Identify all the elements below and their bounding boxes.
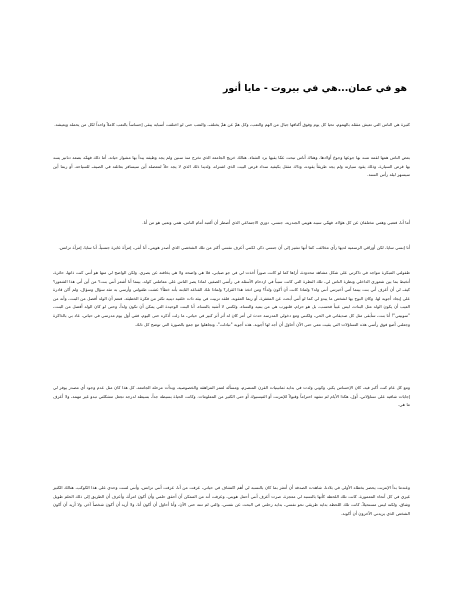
- article-paragraph-1: كثيرة هي الناس التي تعيش مثقلة بالهموم، تحيا كل يوم وفوق أكتافها جبال من الهم والتعب، وكل همّ عن همّ يختلف، والتعب حتى لو اختلفت أسبابه يبقى إحساساً بالتعب كاملاً واحداً لكل من يحمله ويعيشه.: [54, 122, 410, 127]
- article-paragraph-4: أنا إنسي سايا، لكن أوراقي الرسمية لديها رأي مخالف، كما أنها تشير إلى أن جنسي ذكر، لكنني أعرف نفسي أكثر من تلك الشخصي الذي أصدر هويتي، أنا أنثى، إمرأة عابرة جنسياً، أنا سايا، إمرأة ترانس.: [58, 245, 410, 250]
- article-paragraph-3: أما أنا، فتعبي وهمي مختلفان عن كل هؤلاء، فهمّي سببه هويتي الجندرية، جنسي، دوري الاجتماعي الذي أضطر أن ألعبه أمام الناس، همي وتعبي هو من أنا.: [142, 220, 410, 225]
- article-paragraph-5: طفولتي المبكرة تتواجد في ذاكرتي على شكل مشاهد محدودة، أراها كما لو كانت صوراً أخذت لي في جو ضبابي، فلا هي واضحة ولا هي يخافتة عن بصري. ولكن الواضح لي منها هو أنني كنت ذاتها، حائرة، أتخبط بما بين شعوري الداخلي ونظرة الناس لي، تلك النظرة التي كانت سبباً في ازدحام الأسئلة في رأسي الصغير، لماذا يصر الناس على معاملتي كولد، بينما أنا أشعر أنني بنت؟ من أين أتى هذا الشعور؟ كيف لي أن أعرف أني بنت بينما أمي أخبرتني أنني ولد؟ ولماذا كانت أن أكون ولداً؟ ومن اتخذ هذا القرار؟ ولماذا تلك القناعة الثابتة بأنه خطأ؟ عشت طفولتي وأرسي به مئة سؤال وسؤال، ولم أكن قادرة على إيجاد أجوبة لها. وكان البوح بها لشخص ما يبدو لي كما لو أنني أبحث عن المغفرة، أو ربما العقوبة. فلقد تربيت في بيئة ذات خلفية دينية تكثر من فكرة الخطيئة. فنعم أن الولد أفضل من البنت، وأنه من العيب أن يكون الولد مثل البنات، ليس عيباً فحسب، بل هو حرام، فلنهرب هي من بنتيه والنساء، ولكنني لا أشبه بالنساء، أنا البنت الوحيدة التي يمكن أن تكون ولداً، وحتى لو كان الولد أفضل من البنت، "سوبيتي"! أنا بنت، سأبقى مثل كل صديقاتي في الحي، ولكنني ومع دخولي المدرسة حدث لي أمر كان له أثر أثر كبير في حياتي، ما زلت أذكره حتى اليوم، ففي أول يوم مدرسي في حياتي، عاد بي بالذاكرة وجعلني أضع فوق رأسي هذه التساؤلات التي بقيت معي حتى الآن أحاول أن أجد لها أجوبة. هذه أجوبة "تبادلت"، وتجاهلوا مع جمع بالصورة التي توضح كل ذلك.: [53, 270, 410, 327]
- article-paragraph-2: بعض الناس همها لقمة تسد بها جوعها وجوع أولادها، وهناك أناس تبحث عمّا يقيها برد الشتاء. هنالك خريج الجامعة الذي تخرج منذ سنين ولم يجد وظيفة يبدأ بها مشوار حياته. أما ذلك فهمّه بضعة دنانير يسد بها قرض السيارة، وذلك يقود سيارته ولم يجد طريقاً يقوده، وذاك مثقل بكيفية سداد قرض البيت الذي اشتراه، ولدينا ذلك الذي لا يجد حلاً لمعضلة أين سيسافر بعائلته في الصيف للسياحة، أو ربما أين سيسهر ليلة رأس السنة.: [53, 155, 410, 178]
- article-paragraph-6: ومع كل عام كنت أكبر فيه، كان الإحساس يكبر، وكوني ولدت في بداية ثمانينيات القرن المنصرم، ومسألة لعمر المراهقة والخصوصية، وبدأت مرحلة الجامعة، كل هذا كان مثل عدم وجود أي مصدر يوفر لي إجابات شافية على تساؤلاتي، أول، هكذا الأيام لم تشهد احتراماً وقبولاً للإنترنت أو الفيسبوك أو حتى الكثير من المعلومات. وكانت الحياة بسيطة جداً، بسيطة لدرجة تجعل مشكلتي تبدو غير مهمة، ولا أعرف ما هي.: [53, 385, 410, 408]
- article-paragraph-7: وعندما بدأ الإنترنت يحضر بخطاه الأولى في بلادنا، شاهدت الصدفة أن أتعثر بما كان بالنسبة لي أهم اكتشاف في حياتي، عرفت من أنا، عرفت أنني ترانس، وأنني لست وحدي على هذا الكوكب، هنالك الكثير غيري في كل أنحاء المعمورة، كانت تلك اللحظة كأنها بالنسبة لي معجزة، صرت أعرف أنني أحمل هويتي، وعرفت أنه من الممكن أن أحقق حلمي وأن أكون امرأة، وأعرف أن الطريق إلى ذلك الحلم طويل وشاق، ولكنه ليس مستحيلاً، كانت تلك اللحظة بداية طريقي نحو نفسي، بداية رحلتي في البحث عن نفسي، والتي لم تنته حتى الآن، وأنا أحاول أن أكون أنا، ولا أريد أن أكون شخصاً آخر، ولا أريد أن أكون الشخص الذي يريدني الآخرون أن أكونه.: [53, 485, 410, 516]
- article-title: هو في عمان...هي في بيروت - مايا أنور: [222, 83, 407, 94]
